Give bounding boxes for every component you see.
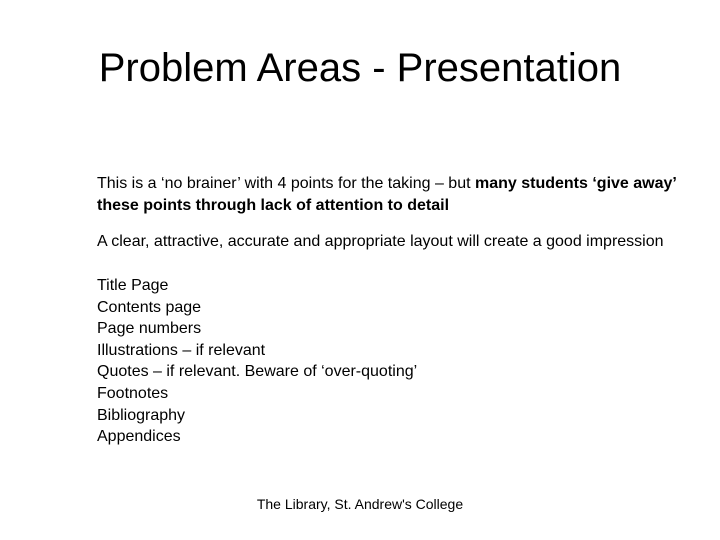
slide-title: Problem Areas - Presentation (98, 46, 622, 90)
layout-paragraph: A clear, attractive, accurate and appropriate layout will create a good impression (97, 233, 664, 250)
list-item: Bibliography (97, 406, 186, 424)
list-item: Contents page (97, 298, 202, 316)
intro-emphasis: many students ‘give away’ these points through lack of attention to detail (97, 175, 676, 214)
list-item: Appendices (97, 428, 181, 446)
list-item: Title Page (97, 277, 169, 294)
checklist (97, 275, 677, 448)
intro-text: This is a ‘no brainer’ with 4 points for the taking – but (97, 175, 475, 192)
list-item: Page numbers (97, 320, 202, 338)
list-item: Footnotes (97, 384, 169, 402)
slide-body (97, 173, 677, 448)
intro-paragraph (97, 173, 677, 217)
slide-footer: The Library, St. Andrew's College (256, 496, 464, 512)
list-item: Quotes – if relevant. Beware of ‘over-quoting’ (97, 363, 418, 381)
list-item: Illustrations – if relevant (97, 341, 266, 359)
